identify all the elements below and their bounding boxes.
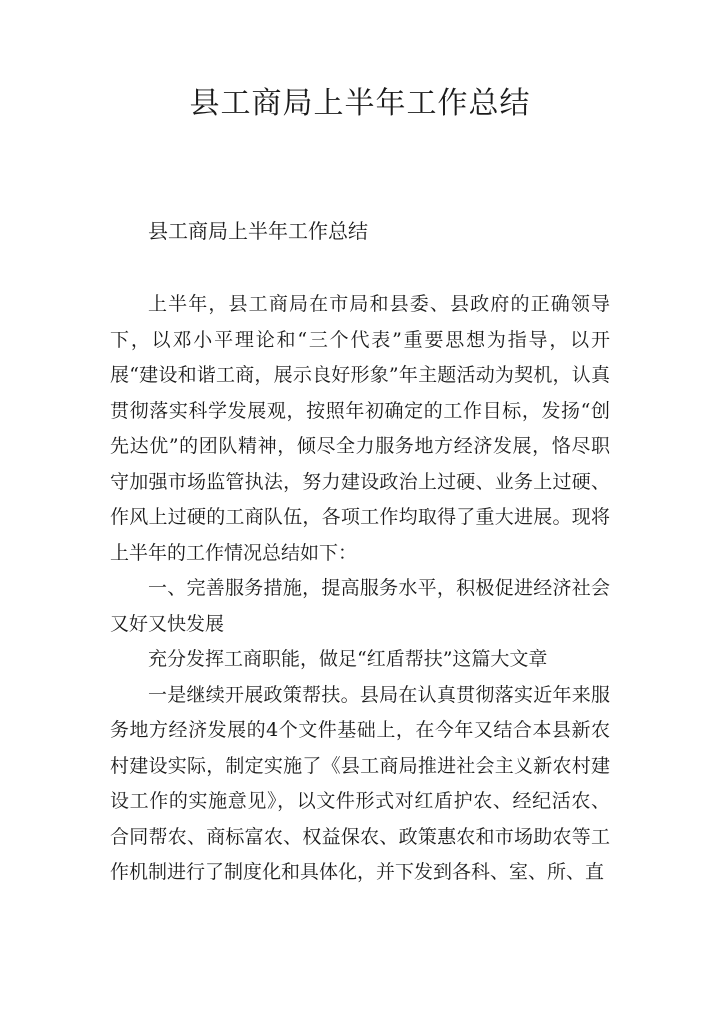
paragraph-intro: 上半年，县工商局在市局和县委、县政府的正确领导下，以邓小平理论和“三个代表”重要思想为指导，以开展“建设和谐工商，展示良好形象”年主题活动为契机，认真贯彻落实科学发展观，按照年初确定的工作目标，发扬“创先达优”的团队精神，倾尽全力服务地方经济发展，恪尽职守加强市场监管执法，努力建设政治上过硬、业务上过硬、作风上过硬的工商队伍，各项工作均取得了重大进展。现将上半年的工作情况总结如下： bbox=[110, 293, 610, 564]
section-heading-1: 一、完善服务措施，提高服务水平，积极促进经济社会又好又快发展 bbox=[110, 577, 610, 635]
document-body bbox=[110, 287, 610, 891]
document-title: 县工商局上半年工作总结 bbox=[189, 86, 531, 121]
document-subtitle: 县工商局上半年工作总结 bbox=[148, 219, 368, 243]
paragraph-policy-support: 一是继续开展政策帮扶。县局在认真贯彻落实近年来服务地方经济发展的4个文件基础上，在今年又结合本县新农村建设实际，制定实施了《县工商局推进社会主义新农村建设工作的实施意见》，以文件形式对红盾护农、经纪活农、合同帮农、商标富农、权益保农、政策惠农和市场助农等工作机制进行了制度化和具体化，并下发到各科、室、所、直 bbox=[110, 683, 610, 883]
subsection-heading: 充分发挥工商职能，做足“红盾帮扶”这篇大文章 bbox=[148, 648, 548, 670]
